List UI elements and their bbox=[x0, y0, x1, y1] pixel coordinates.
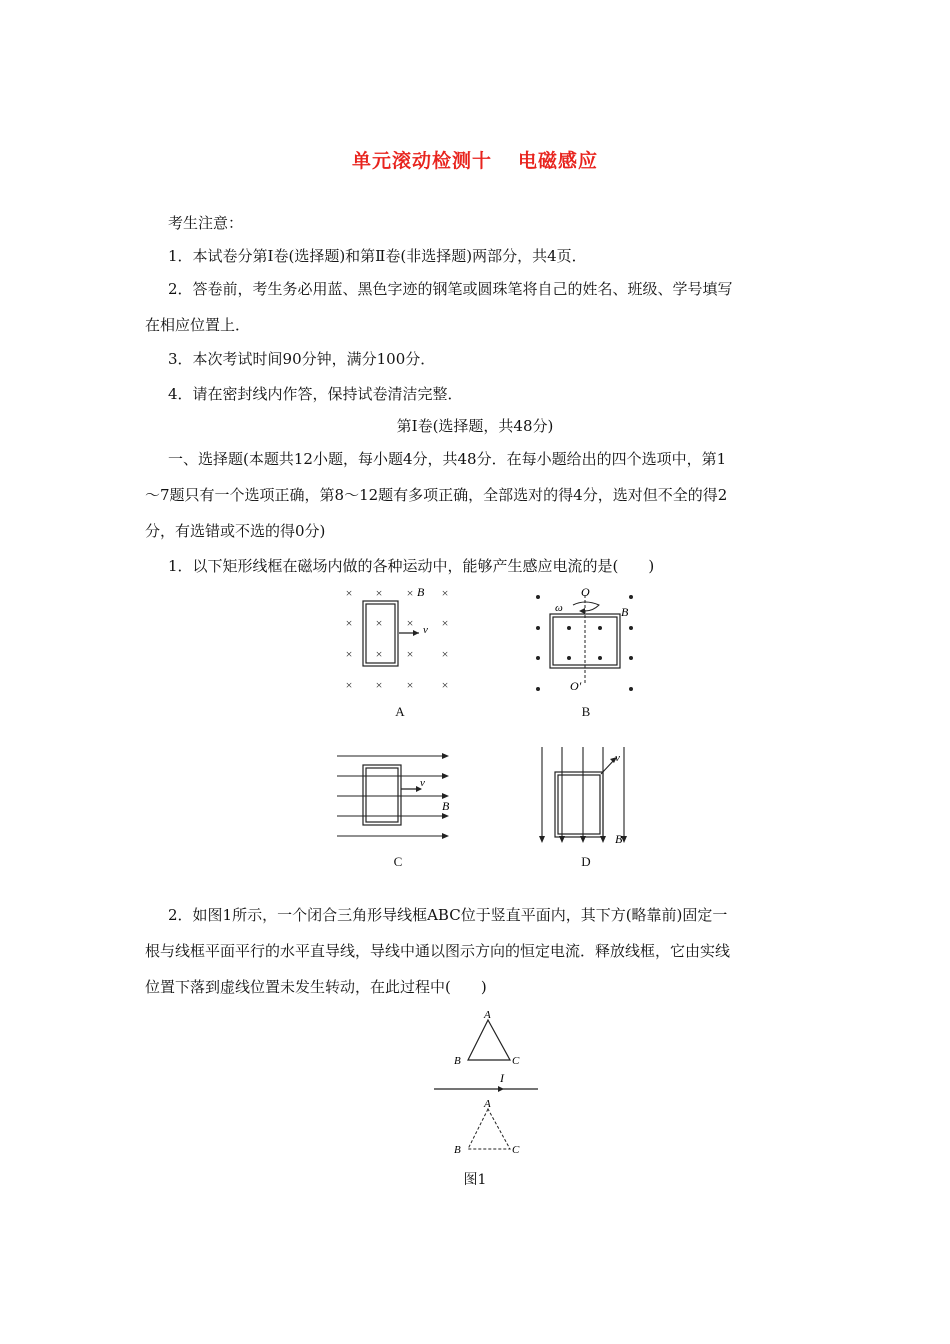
label-v-c: v bbox=[420, 777, 425, 789]
notice-item-4: 4．请在密封线内作答，保持试卷清洁完整． bbox=[168, 385, 463, 403]
label-v-a: v bbox=[423, 624, 428, 636]
notice-heading: 考生注意： bbox=[168, 214, 244, 232]
svg-text:×: × bbox=[406, 678, 414, 692]
instructions-line-3: 分，有选错或不选的得0分) bbox=[145, 522, 326, 540]
svg-text:×: × bbox=[345, 647, 353, 661]
q2-stem-line-2: 根与线框平面平行的水平直导线，导线中通以图示方向的恒定电流．释放线框，它由实线 bbox=[145, 942, 731, 960]
svg-text:×: × bbox=[441, 616, 449, 630]
svg-text:×: × bbox=[375, 616, 383, 630]
label-b-c: B bbox=[442, 799, 450, 813]
label-v-d: v bbox=[615, 752, 620, 764]
fig1-label-b-dashed: B bbox=[454, 1144, 461, 1156]
svg-text:×: × bbox=[441, 647, 449, 661]
q2-stem-line-1: 2．如图1所示，一个闭合三角形导线框ABC位于竖直平面内，其下方(略靠前)固定一 bbox=[168, 906, 728, 924]
svg-text:×: × bbox=[441, 586, 449, 600]
fig1-label-i: I bbox=[500, 1071, 504, 1085]
label-b-b: B bbox=[621, 605, 629, 619]
instructions-line-2: ～7题只有一个选项正确，第8～12题有多项正确，全部选对的得4分，选对但不全的得2 bbox=[145, 486, 728, 504]
label-o: O bbox=[581, 585, 590, 599]
fig1-label-a-solid: A bbox=[484, 1009, 491, 1021]
figure-1-caption: 图1 bbox=[463, 1172, 487, 1188]
figure-a bbox=[337, 583, 467, 693]
q1-stem: 1．以下矩形线框在磁场内做的各种运动中，能够产生感应电流的是( ) bbox=[168, 557, 655, 575]
svg-text:×: × bbox=[406, 647, 414, 661]
option-d-label: D bbox=[581, 854, 591, 869]
fig1-label-c-dashed: C bbox=[512, 1144, 520, 1156]
figure-1 bbox=[428, 1008, 548, 1168]
title-part1: 单元滚动检测十 bbox=[351, 150, 492, 172]
label-b-d: B bbox=[615, 832, 623, 846]
option-c-label: C bbox=[393, 854, 403, 869]
label-omega: ω bbox=[555, 602, 563, 614]
label-b-a: B bbox=[417, 585, 425, 599]
notice-item-1: 1．本试卷分第Ⅰ卷(选择题)和第Ⅱ卷(非选择题)两部分，共4页． bbox=[168, 247, 587, 265]
figure-b bbox=[533, 585, 643, 695]
option-b-label: B bbox=[581, 704, 591, 719]
fig1-label-a-dashed: A bbox=[484, 1098, 491, 1110]
title-part2: 电磁感应 bbox=[518, 150, 599, 172]
fig1-label-c-solid: C bbox=[512, 1055, 520, 1067]
label-o-prime: O′ bbox=[570, 679, 582, 693]
instructions-line-1: 一、选择题(本题共12小题，每小题4分，共48分．在每小题给出的四个选项中，第1 bbox=[168, 450, 727, 468]
svg-text:×: × bbox=[406, 586, 414, 600]
page-title bbox=[0, 146, 950, 173]
svg-text:×: × bbox=[375, 586, 383, 600]
notice-item-2: 2．答卷前，考生务必用蓝、黑色字迹的钢笔或圆珠笔将自己的姓名、班级、学号填写 bbox=[168, 280, 733, 298]
svg-text:×: × bbox=[345, 616, 353, 630]
notice-item-2-cont: 在相应位置上． bbox=[145, 316, 251, 334]
svg-text:×: × bbox=[406, 616, 414, 630]
notice-item-3: 3．本次考试时间90分钟，满分100分． bbox=[168, 350, 436, 368]
figure-c bbox=[335, 748, 465, 848]
option-a-label: A bbox=[395, 704, 405, 719]
svg-text:×: × bbox=[375, 647, 383, 661]
fig1-label-b-solid: B bbox=[454, 1055, 461, 1067]
q2-stem-line-3: 位置下落到虚线位置未发生转动，在此过程中( ) bbox=[145, 978, 487, 996]
svg-text:×: × bbox=[345, 586, 353, 600]
section-heading: 第Ⅰ卷(选择题，共48分) bbox=[396, 417, 554, 435]
figure-d bbox=[535, 745, 635, 850]
svg-text:×: × bbox=[441, 678, 449, 692]
svg-text:×: × bbox=[375, 678, 383, 692]
svg-text:×: × bbox=[345, 678, 353, 692]
